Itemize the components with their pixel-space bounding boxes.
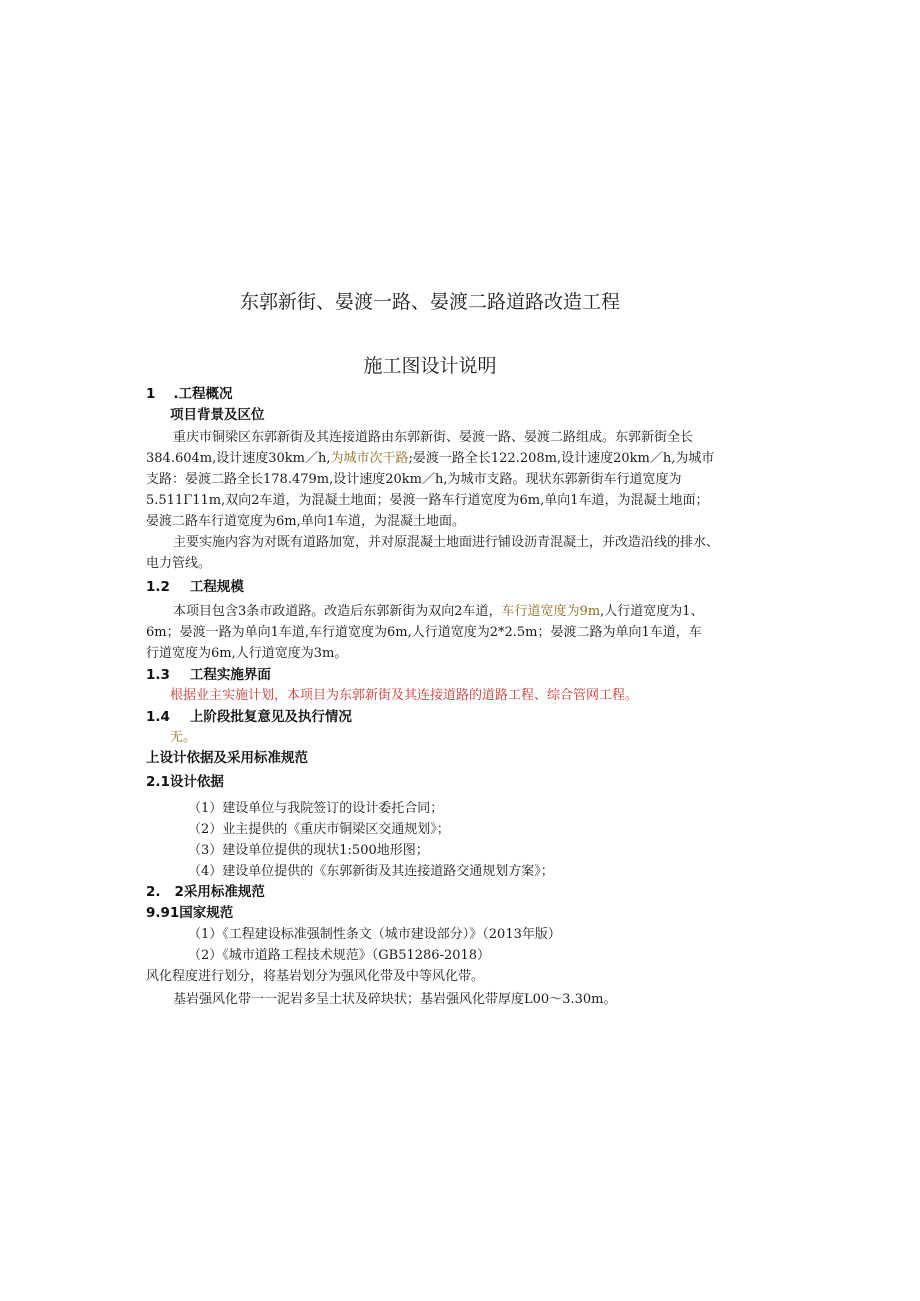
list-item: （3）建设单位提供的现状1:500地形图；: [188, 843, 429, 858]
section-number: 1.3: [146, 667, 170, 683]
section-number: 1.2: [146, 579, 170, 595]
paragraph-line: 电力管线。: [146, 556, 212, 571]
text-span: 384.604m,设计速度30km／h,: [146, 451, 331, 466]
paragraph-line: 根据业主实施计划，本项目为东郭新街及其连接道路的道路工程、综合管网工程。: [170, 688, 639, 703]
paragraph-line: [146, 449, 714, 469]
section-1-4-heading: [146, 707, 352, 727]
list-item: （4）建设单位提供的《东郭新街及其连接道路交通规划方案》；: [188, 864, 554, 879]
highlight-text: 为城市次干路: [330, 451, 409, 466]
section-2-1-heading: 2.1设计依据: [146, 774, 224, 790]
section-991-heading: 9.91国家规范: [146, 905, 234, 921]
highlight-text: 车行道宽度为9m: [501, 604, 601, 619]
section-1-title: .工程概况: [173, 386, 233, 402]
section-title: 工程实施界面: [189, 667, 271, 683]
text-span: ,人行道宽度为1、: [600, 604, 704, 619]
paragraph-line: 基岩强风化带一一泥岩多呈土状及碎块状；基岩强风化带厚度L00～3.30m。: [173, 992, 617, 1007]
section-title: 工程规模: [189, 579, 244, 595]
list-item: （2）业主提供的《重庆市铜梁区交通规划》；: [188, 822, 450, 837]
section-1-3-heading: [146, 665, 271, 685]
paragraph-line: 晏渡二路车行道宽度为6m,单向1车道，为混凝土地面。: [146, 514, 466, 529]
section-1-1-heading: 项目背景及区位: [170, 407, 265, 423]
text-span: ;晏渡一路全长122.208m,设计速度20km／h,为城市: [408, 451, 715, 466]
section-number: 1.4: [146, 709, 170, 725]
section-1-heading: [146, 384, 233, 404]
list-item: （2）《城市道路工程技术规范》（GB51286-2018）: [188, 948, 491, 963]
section-number: 2.: [146, 884, 161, 900]
paragraph-line: 无。: [170, 730, 197, 745]
section-1-number: 1: [146, 386, 156, 402]
list-item: （1）《工程建设标准强制性条文（城市建设部分）》（2013年版）: [188, 927, 561, 942]
section-2-2-heading: [146, 882, 265, 902]
list-item: （1）建设单位与我院签订的设计委托合同；: [188, 801, 444, 816]
section-title: 上阶段批复意见及执行情况: [189, 709, 352, 725]
section-title: 2采用标准规范: [174, 884, 265, 900]
paragraph-line: 行道宽度为6m,人行道宽度为3m。: [146, 646, 348, 661]
paragraph-line: 风化程度进行划分，将基岩划分为强风化带及中等风化带。: [146, 969, 485, 984]
text-span: 本项目包含3条市政道路。改造后东郭新街为双向2车道，: [173, 604, 502, 619]
paragraph-line: 重庆市铜梁区东郭新街及其连接道路由东郭新街、晏渡一路、晏渡二路组成。东郭新街全长: [173, 430, 694, 445]
document-subtitle: 施工图设计说明: [363, 355, 497, 377]
section-1-2-heading: [146, 577, 244, 597]
paragraph-line: 5.511Γ11m,双向2车道，为混凝土地面；晏渡一路车行道宽度为6m,单向1车道，为混凝土地面；: [146, 493, 709, 508]
section-2-heading: 上设计依据及采用标准规范: [146, 750, 308, 766]
paragraph-line: [173, 602, 704, 622]
paragraph-line: 6m；晏渡一路为单向1车道,车行道宽度为6m,人行道宽度为2*2.5m；晏渡二路为单向1车道，车: [146, 625, 702, 640]
document-title: 东郭新街、晏渡一路、晏渡二路道路改造工程: [239, 291, 620, 313]
paragraph-line: 主要实施内容为对既有道路加宽，并对原混凝土地面进行铺设沥青混凝土，并改造沿线的排水、: [173, 535, 720, 550]
paragraph-line: 支路：晏渡二路全长178.479m,设计速度20km／h,为城市支路。现状东郭新街车行道宽度为: [146, 472, 682, 487]
